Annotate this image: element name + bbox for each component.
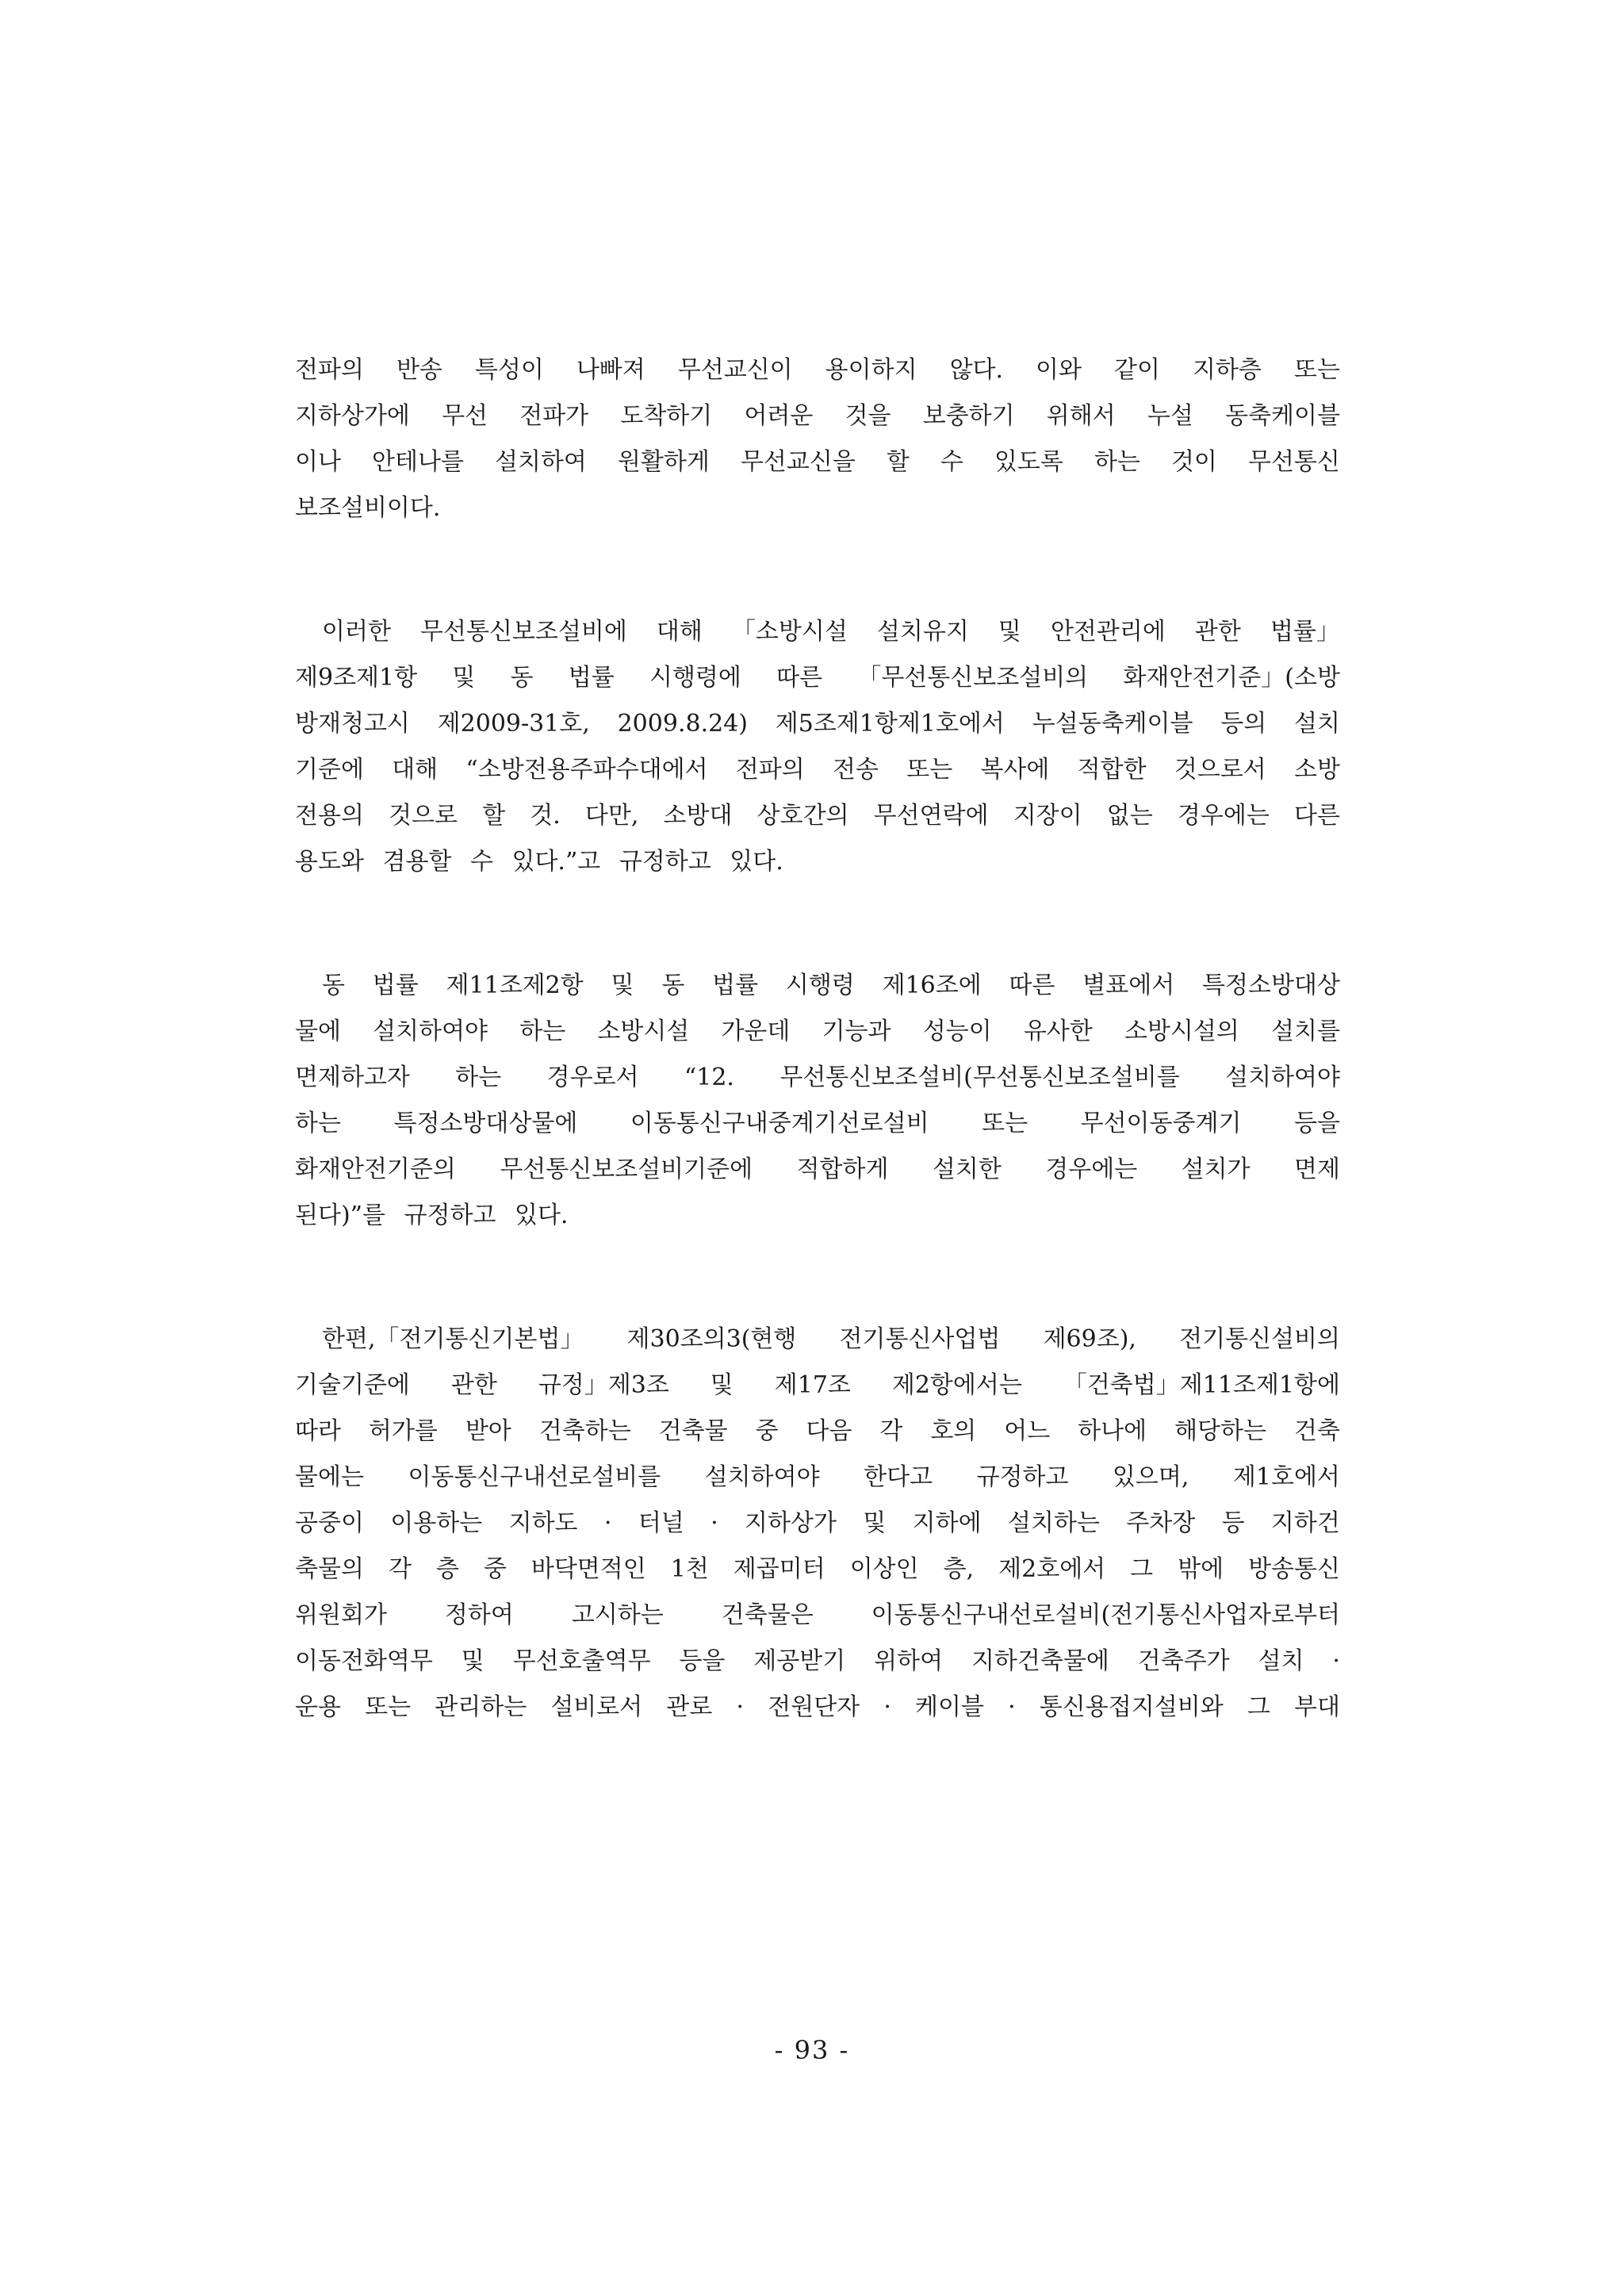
word: 제9조제1항 [295,664,418,692]
word: 건축물 [658,1417,728,1445]
word: 없는 [1106,802,1153,830]
text-line [295,1455,1340,1501]
word: 유사한 [1023,1018,1093,1045]
word: 그 [1130,1555,1154,1583]
word: 면제 [1294,1156,1340,1183]
word: 설치하여야 [373,1018,488,1045]
word: 따라 [295,1417,341,1445]
word: 지하상가 [745,1509,837,1537]
word: 복사에 [980,756,1050,784]
word: 등 [1221,1509,1245,1537]
word: 하나에 [1078,1417,1147,1445]
word: 무선교신이 [677,356,793,384]
word: 특성이 [474,356,544,384]
word: 있도록 [994,448,1063,476]
word: 면제하고자 [295,1064,410,1091]
word: 하는 [295,1110,341,1137]
word: 등을 [1293,1110,1340,1137]
word: 각 [388,1555,412,1583]
word: 안전관리에 [1050,618,1166,646]
word: 하는 [519,1018,566,1045]
word: 설치한 [932,1156,1002,1183]
word: 것을 [845,402,891,430]
word: 안테나를 [372,448,464,476]
word: 또는 [906,756,953,784]
word: 받아 [465,1417,511,1445]
word: 관한 [450,1371,497,1399]
word: 전기통신사업법 [839,1325,1001,1353]
text-line [295,701,1340,747]
text-line [295,1547,1340,1593]
paragraph-4 [295,1317,1340,1731]
word: 용이하지 [825,356,917,384]
word: 제11조제2항 [446,972,584,999]
word: 물에는 [295,1463,364,1491]
word: 할 [482,802,506,830]
word: 시행령 [785,972,855,999]
word: 지하에 [912,1509,982,1537]
word: 등의 [1220,710,1267,738]
text-line [295,1593,1340,1639]
text-line [295,439,1340,485]
word: 기술기준에 [295,1371,410,1399]
word: 위해서 [1046,402,1116,430]
word: 전파의 [735,756,805,784]
word: 성능이 [922,1018,992,1045]
word: 제69조), [1043,1325,1136,1353]
word: 다만, [584,802,639,830]
word: 이러한 [322,618,391,646]
word: 무선통신보조설비(무선통신보조설비를 [779,1064,1180,1091]
document-body [295,347,1340,1808]
word: 소방시설 [597,1018,690,1045]
word: 무선호출역무 [512,1647,651,1675]
word: 있으며, [1112,1463,1189,1491]
word: 설치하여 [494,448,587,476]
word: 「소방시설 [731,618,848,646]
word: 제1호에서 [1232,1463,1340,1491]
word: 적합한 [1077,756,1147,784]
word: 이동통신구내선로설비를 [408,1463,661,1491]
paragraph-3 [295,963,1340,1239]
word: 바닥면적인 [530,1555,646,1583]
word: 법률 [568,664,615,692]
word: 무선통신 [1247,448,1340,476]
word: 주차장 [1126,1509,1196,1537]
word: · [1332,1647,1340,1675]
word: 이와 [1036,356,1082,384]
word: 나빠져 [576,356,645,384]
word: 허가를 [368,1417,438,1445]
word: 동 [510,664,534,692]
word: · [603,1509,612,1537]
word: 동 [661,972,685,999]
word: 같이 [1114,356,1160,384]
word: 관리하는 [435,1693,527,1721]
word: 어려운 [744,402,814,430]
word: 시행령에 [649,664,741,692]
word: 위하여 [874,1647,944,1675]
word: 화재안전기준」(소방 [1123,664,1340,692]
word: 케이블 [915,1693,984,1721]
text-line [295,963,1340,1009]
word: 관한 [1194,618,1241,646]
word: 누설 [1147,402,1193,430]
word: 누설동축케이블 [1032,710,1193,738]
word: “12. [684,1064,734,1091]
word: 또는 [1293,356,1340,384]
word: 및 [998,618,1021,646]
word: 경우에는 [1177,802,1270,830]
word: 2009.8.24) [617,710,748,738]
word: 해당하는 [1174,1417,1266,1445]
word: 기준에 [295,756,364,784]
word: 위원회가 [295,1601,387,1629]
word: 전용의 [295,802,364,830]
word: “소방전용주파수대에서 [465,756,708,784]
text-line [295,1147,1340,1193]
text-line [295,655,1340,701]
word: 통신용접지설비와 [1039,1693,1224,1721]
word: 전파의 [295,356,364,384]
word: 건축 [1293,1417,1340,1445]
word: 도착하기 [620,402,713,430]
word: 지장이 [1013,802,1082,830]
word: 이동통신구내중계기선로설비 [630,1110,929,1137]
text-line [295,1363,1340,1409]
text-line [295,1009,1340,1055]
word: 고시하는 [571,1601,664,1629]
word: 않다. [949,356,1004,384]
word: 화재안전기준의 [295,1156,456,1183]
text-line: 보조설비이다. [295,494,441,522]
word: 보충하기 [922,402,1015,430]
word: 지하층 [1192,356,1262,384]
word: 또는 [365,1693,412,1721]
text-line [295,793,1340,839]
word: 설치하여야 [1225,1064,1340,1091]
word: 경우로서 [546,1064,639,1091]
word: 「무선통신보조설비의 [857,664,1089,692]
word: 반송 [396,356,442,384]
word: 어느 [1004,1417,1051,1445]
text-line [295,1501,1340,1547]
word: 소방대 [663,802,733,830]
text-line: 용도와 겸용할 수 있다.”고 규정하고 있다. [295,848,783,876]
word: 지하건 [1270,1509,1340,1537]
word: 제공받기 [753,1647,846,1675]
word: 다른 [1293,802,1340,830]
word: 제5조제1항제1호에서 [775,710,1005,738]
word: 제2009-31호, [437,710,590,738]
text-line [295,747,1340,793]
word: 별표에서 [1082,972,1175,999]
word: 중 [483,1555,507,1583]
word: 설치 [1294,710,1340,738]
word: 및 [452,664,476,692]
word: · [736,1693,745,1721]
word: 동축케이블 [1225,402,1340,430]
word: 동 [322,972,345,999]
word: 관로 [666,1693,713,1721]
word: 제16조에 [882,972,982,999]
word: 대해 [656,618,703,646]
word: 무선통신보조설비에 [420,618,627,646]
text-line [295,1055,1340,1101]
word: 지하상가에 [295,402,410,430]
text-line [295,393,1340,439]
word: 축물의 [295,1555,364,1583]
text-line [295,347,1340,393]
word: 건축주가 [1137,1647,1230,1675]
word: 설비로서 [550,1693,643,1721]
word: 법률 [712,972,759,999]
word: · [1008,1693,1016,1721]
word: 전파가 [519,402,589,430]
word: 것으로서 [1174,756,1266,784]
text-line [295,1317,1340,1363]
text-line [295,609,1340,655]
word: 수 [940,448,963,476]
word: 무선이동중계기 [1080,1110,1242,1137]
text-line: 된다)”를 규정하고 있다. [295,1202,569,1229]
word: 소방시설의 [1124,1018,1239,1045]
word: 제30조의3(현행 [626,1325,797,1353]
word: 설치 [1258,1647,1304,1675]
word: 한편,「전기통신기본법」 [322,1325,584,1353]
word: 이동전화역무 [295,1647,433,1675]
word: 제곱미터 [733,1555,825,1583]
word: 부대 [1293,1693,1340,1721]
word: 밖에 [1178,1555,1224,1583]
word: 이동통신구내선로설비(전기통신사업자로부터 [871,1601,1340,1629]
word: 무선연락에 [873,802,989,830]
word: 규정」제3조 [538,1371,669,1399]
word: 할 [886,448,910,476]
word: 대해 [392,756,439,784]
word: 지하도 [508,1509,578,1537]
word: 것이 [1170,448,1217,476]
word: 및 [461,1647,485,1675]
word: 규정하고 [976,1463,1069,1491]
word: 층 [435,1555,459,1583]
word: 무선 [442,402,488,430]
word: 원활하게 [617,448,710,476]
word: 전기통신설비의 [1179,1325,1340,1353]
word: 등을 [679,1647,726,1675]
text-line [295,1639,1340,1685]
word: 이상인 [849,1555,919,1583]
word: 것으로 [389,802,458,830]
word: 공중이 [295,1509,364,1537]
word: 설치를 [1271,1018,1340,1045]
word: 건축하는 [538,1417,631,1445]
word: 「건축법」제11조제1항에 [1063,1371,1340,1399]
word: 방송통신 [1248,1555,1340,1583]
word: 이용하는 [390,1509,483,1537]
word: 건축물은 [721,1601,814,1629]
word: 운용 [295,1693,341,1721]
word: 설치가 [1181,1156,1251,1183]
word: 이나 [295,448,341,476]
text-line [295,1409,1340,1455]
word: 특정소방대상 [1202,972,1340,999]
page-number: - 93 - [774,2035,850,2065]
word: 법률 [372,972,419,999]
word: 호의 [930,1417,977,1445]
word: 무선통신보조설비기준에 [500,1156,753,1183]
paragraph-2 [295,609,1340,885]
word: 제2항에서는 [891,1371,1022,1399]
word: 무선교신을 [740,448,856,476]
word: 소방 [1294,756,1340,784]
word: · [883,1693,891,1721]
word: 하는 [1094,448,1140,476]
word: 가운데 [721,1018,791,1045]
word: 및 [710,1371,733,1399]
word: 및 [863,1509,887,1537]
text-line [295,1685,1340,1731]
word: 설치유지 [876,618,969,646]
word: 기능과 [822,1018,891,1045]
word: 정하여 [444,1601,514,1629]
word: 1천 [670,1555,709,1583]
word: 상호간의 [756,802,849,830]
word: 지하건축물에 [971,1647,1109,1675]
word: 따른 [776,664,823,692]
word: 각 [879,1417,903,1445]
word: · [710,1509,718,1537]
word: 설치하는 [1007,1509,1100,1537]
paragraph-1 [295,347,1340,531]
word: 설치하여야 [704,1463,820,1491]
word: 전원단자 [768,1693,860,1721]
word: 그 [1247,1693,1270,1721]
text-line [295,1101,1340,1147]
word: 한다고 [864,1463,933,1491]
word: 것. [530,802,561,830]
word: 제2호에서 [998,1555,1106,1583]
word: 물에 [295,1018,341,1045]
word: 특정소방대상물에 [393,1110,578,1137]
word: 다음 [806,1417,852,1445]
word: 전송 [833,756,879,784]
word: 적합하게 [796,1156,889,1183]
word: 따른 [1009,972,1055,999]
word: 제17조 [774,1371,851,1399]
word: 층, [943,1555,975,1583]
word: 및 [611,972,634,999]
word: 터널 [638,1509,684,1537]
word: 경우에는 [1045,1156,1138,1183]
word: 하는 [455,1064,502,1091]
word: 중 [755,1417,779,1445]
word: 또는 [982,1110,1028,1137]
word: 법률」 [1270,618,1340,646]
word: 방재청고시 [295,710,410,738]
